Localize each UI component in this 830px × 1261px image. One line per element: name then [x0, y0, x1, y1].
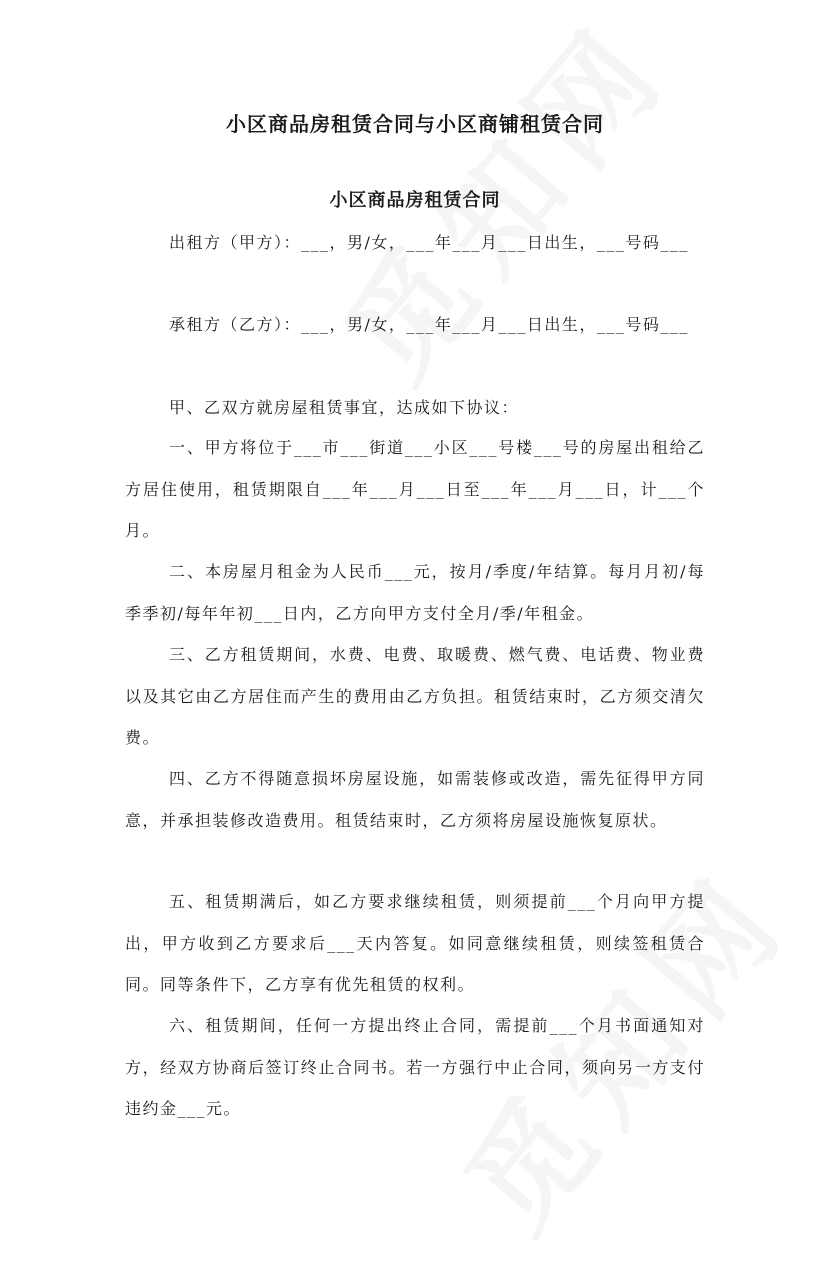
lessee-info: 承租方（乙方）：___，男/女，___年___月___日出生，___号码___	[169, 315, 689, 334]
document-title: 小区商品房租赁合同与小区商铺租赁合同	[226, 112, 604, 136]
clause-1: 一、甲方将位于___市___街道___小区___号楼___号的房屋出租给乙方居住使用，租赁期限自___年___月___日至___年___月___日，计___个月。	[125, 438, 705, 540]
contract-title: 小区商品房租赁合同	[329, 190, 501, 211]
clause-6: 六、租赁期间，任何一方提出终止合同，需提前___个月书面通知对方，经双方协商后签订终止合同书。若一方强行中止合同，须向另一方支付违约金___元。	[125, 1016, 705, 1118]
clause-5: 五、租赁期满后，如乙方要求继续租赁，则须提前___个月向甲方提出，甲方收到乙方要求后___天内答复。如同意继续租赁，则续签租赁合同。同等条件下，乙方享有优先租赁的权利。	[125, 892, 705, 994]
agreement-intro: 甲、乙双方就房屋租赁事宜，达成如下协议：	[169, 398, 520, 417]
lessor-info: 出租方（甲方）：___，男/女，___年___月___日出生，___号码___	[169, 233, 689, 252]
clause-4: 四、乙方不得随意损坏房屋设施，如需装修或改造，需先征得甲方同意，并承担装修改造费用。租赁结束时，乙方须将房屋设施恢复原状。	[125, 769, 705, 830]
clause-2: 二、本房屋月租金为人民币___元，按月/季度/年结算。每月月初/每季季初/每年年初___日内，乙方向甲方支付全月/季/年租金。	[125, 562, 705, 623]
clause-3: 三、乙方租赁期间，水费、电费、取暖费、燃气费、电话费、物业费以及其它由乙方居住而产生的费用由乙方负担。租赁结束时，乙方须交清欠费。	[125, 645, 705, 747]
